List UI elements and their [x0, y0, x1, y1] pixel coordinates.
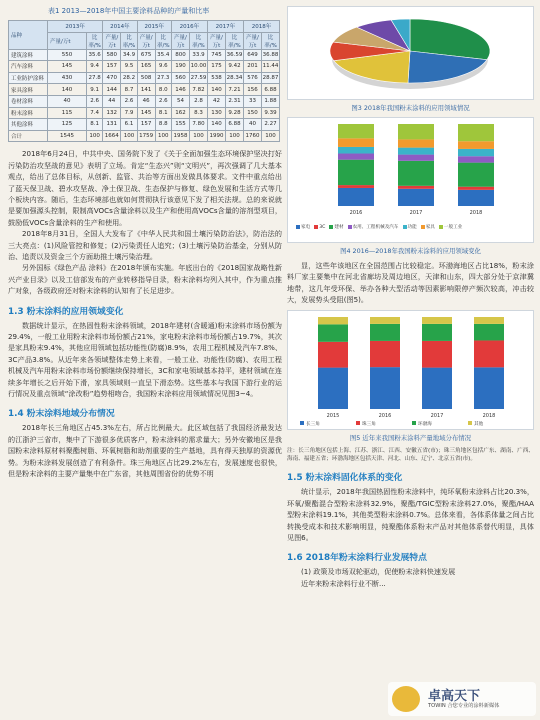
table-cell: 28.34 — [226, 72, 244, 84]
table-caption: 表1 2013—2018年中国主要涂料品种的产量和比率 — [48, 7, 210, 15]
legend-label: 其他 — [474, 421, 484, 427]
table-cell: 8.1 — [155, 107, 171, 119]
table-cell: 2.6 — [155, 95, 171, 107]
watermark-subtitle: TOWIN 合您专业的涂料新媒体 — [428, 703, 500, 709]
bar-segment — [398, 155, 434, 161]
table-cell: 2.6 — [121, 95, 137, 107]
col-subheader: 产量/万t — [243, 32, 261, 49]
table-cell: 6.88 — [226, 119, 244, 131]
legend-item: 3C — [314, 225, 325, 230]
table-row — [9, 130, 280, 142]
legend-swatch — [356, 421, 360, 425]
col-subheader: 产量/万t — [103, 32, 121, 49]
table-cell: 576 — [243, 72, 261, 84]
pie-chart — [288, 7, 533, 99]
section-heading-1-5: 1.5 粉末涂料固化体系的变化 — [287, 473, 403, 484]
bar-segment — [398, 161, 434, 186]
bar-segment — [398, 139, 434, 147]
table-cell: 8.7 — [121, 84, 137, 96]
table-cell: 1759 — [137, 130, 155, 142]
table-cell: 1545 — [48, 130, 87, 142]
col-subheader: 比率/% — [262, 32, 280, 49]
bar-segment — [422, 341, 452, 368]
table-cell: 1958 — [171, 130, 189, 142]
bar-segment — [458, 124, 494, 141]
stacked-bar-chart-4 — [288, 118, 533, 218]
table-cell: 54 — [171, 95, 189, 107]
table-cell: 9.42 — [226, 61, 244, 73]
table-cell: 1664 — [103, 130, 121, 142]
bar-segment — [458, 187, 494, 190]
col-subheader: 产量/万t — [171, 32, 189, 49]
legend-swatch — [300, 421, 304, 425]
production-table — [8, 20, 280, 142]
col-header-year: 2015年 — [137, 21, 171, 33]
table-cell: 800 — [171, 49, 189, 61]
table-cell: 9.5 — [121, 61, 137, 73]
table-cell: 2.27 — [262, 119, 280, 131]
bar-segment — [318, 324, 348, 341]
table-cell: 190 — [171, 61, 189, 73]
bar-segment — [458, 141, 494, 149]
table-row — [9, 61, 280, 73]
table-cell: 580 — [103, 49, 121, 61]
stacked-bar-chart-5 — [288, 311, 533, 429]
bar-segment — [458, 190, 494, 206]
table-cell: 36.88 — [262, 49, 280, 61]
table-cell: 8.1 — [87, 119, 103, 131]
table-cell: 100 — [155, 130, 171, 142]
bar-segment — [422, 317, 452, 324]
section-heading-1-4: 1.4 粉末涂料地域分布情况 — [8, 409, 115, 420]
table-cell: 745 — [207, 49, 225, 61]
bar-segment — [422, 367, 452, 408]
table-row — [9, 49, 280, 61]
col-subheader: 产量/万t — [48, 32, 87, 49]
table-cell: 6.1 — [121, 119, 137, 131]
legend-item: 功能 — [403, 225, 417, 230]
table-cell: 2.31 — [226, 95, 244, 107]
table-cell: 100 — [87, 130, 103, 142]
table-cell: 175 — [207, 61, 225, 73]
row-label: 粉末涂料 — [9, 107, 48, 119]
bar-segment — [458, 156, 494, 162]
table-cell: 550 — [48, 49, 87, 61]
section-heading-1-6: 1.6 2018年粉末涂料行业发展特点 — [287, 553, 427, 564]
table-cell: 140 — [207, 119, 225, 131]
col-subheader: 比率/% — [121, 32, 137, 49]
table-cell: 27.3 — [155, 72, 171, 84]
table-cell: 35.6 — [87, 49, 103, 61]
table-cell: 538 — [207, 72, 225, 84]
x-tick-label: 2016 — [378, 412, 392, 419]
legend-label: 长三角 — [306, 421, 320, 427]
bar-segment — [474, 340, 504, 367]
table-cell: 157 — [103, 61, 121, 73]
table-cell: 140 — [207, 84, 225, 96]
figure-3-caption: 图3 2018年我国粉末涂料的应用领域情况 — [351, 104, 470, 112]
bar-segment — [338, 154, 374, 160]
table-cell: 150 — [243, 107, 261, 119]
row-label: 合计 — [9, 130, 48, 142]
table-cell: 1760 — [243, 130, 261, 142]
table-cell: 9.1 — [87, 84, 103, 96]
table-cell: 141 — [137, 84, 155, 96]
curing-paragraph: 统计显示，2018年我国热固性粉末涂料中，纯环氧粉末涂料占比20.3%，环氧/聚酯混合型粉末涂料32.9%，聚酯/TGIC型粉末涂料27.0%，聚酯/HAA型粉末涂料19.1%，其他类型粉末涂料0.7%。总体来看，各体系体量之间占比转换受成本和技术影响明显，纯聚酯体系粉末产品对其他体系替代明显，具体见图6。 — [287, 487, 534, 543]
table-cell: 2.8 — [190, 95, 208, 107]
body-paragraph: 2018年8月31日，全国人大发布了《中华人民共和国土壤污染防治法》，防治法的三大亮点：(1)风险管控和修复；(2)污染责任人追究；(3)土壤污染防治基金，分别从防治、追责以及资金三个方面助推土壤污染治理。 — [8, 229, 282, 261]
table-cell: 28.2 — [121, 72, 137, 84]
table-cell: 100 — [226, 130, 244, 142]
body-paragraph: 另外国标《绿色产品 涂料》在2018年颁布实施。年底出台的《2018国家战略性新兴产业目录》以及工信部发布的产业转移指导目录，粉末涂料均列入其中，作为重点推广对象，各级政府还对粉末涂料的认知有了长足进步。 — [8, 263, 282, 296]
table-cell: 11.44 — [262, 61, 280, 73]
table-cell: 27.59 — [190, 72, 208, 84]
table-cell: 34.9 — [121, 49, 137, 61]
watermark-badge — [388, 682, 536, 716]
row-label: 工业防护涂料 — [9, 72, 48, 84]
table-cell: 36.59 — [226, 49, 244, 61]
table-cell: 649 — [243, 49, 261, 61]
col-subheader: 产量/万t — [137, 32, 155, 49]
table-row — [9, 107, 280, 119]
table-cell: 115 — [48, 107, 87, 119]
col-header-year: 2014年 — [103, 21, 137, 33]
table-cell: 100 — [262, 130, 280, 142]
bar-segment — [338, 138, 374, 147]
bar-segment — [422, 324, 452, 341]
table-cell: 40 — [48, 95, 87, 107]
x-tick-label: 2016 — [349, 210, 363, 216]
table-cell: 144 — [103, 84, 121, 96]
table-row — [9, 95, 280, 107]
table-cell: 33.9 — [190, 49, 208, 61]
table-cell: 7.80 — [190, 119, 208, 131]
bar-segment — [318, 341, 348, 367]
row-label: 家具涂料 — [9, 84, 48, 96]
table-cell: 9.39 — [262, 107, 280, 119]
table-cell: 100 — [190, 130, 208, 142]
bar-segment — [338, 124, 374, 138]
legend-item: 家电 — [296, 225, 310, 230]
bar-segment — [458, 163, 494, 187]
bar-segment — [338, 160, 374, 185]
bar-segment — [338, 185, 374, 188]
table-cell: 35.4 — [155, 49, 171, 61]
table-cell: 2.6 — [87, 95, 103, 107]
region-paragraphs — [8, 422, 282, 479]
bar-segment — [318, 367, 348, 408]
legend-item: 一般工业 — [439, 225, 462, 230]
table-cell: 155 — [171, 119, 189, 131]
application-paragraphs — [8, 320, 282, 400]
legend-swatch — [468, 421, 472, 425]
table-cell: 9.4 — [87, 61, 103, 73]
table-cell: 508 — [137, 72, 155, 84]
table-cell: 7.82 — [190, 84, 208, 96]
legend-label: 环渤海 — [418, 421, 432, 427]
section-heading-1-3: 1.3 粉末涂料的应用领域变化 — [8, 306, 124, 317]
legend-label: 珠三角 — [362, 421, 376, 427]
bar-segment — [474, 367, 504, 409]
table-row — [9, 119, 280, 131]
table-cell: 9.6 — [155, 61, 171, 73]
legend-item: 农用、工程机械及汽车 — [348, 225, 399, 230]
table-cell: 6.88 — [262, 84, 280, 96]
col-subheader: 比率/% — [190, 32, 208, 49]
table-row — [9, 84, 280, 96]
x-tick-label: 2018 — [469, 210, 483, 216]
bar-segment — [370, 367, 400, 409]
legend-swatch — [412, 421, 416, 425]
col-subheader: 产量/万t — [207, 32, 225, 49]
table-cell: 1.88 — [262, 95, 280, 107]
table-cell: 44 — [103, 95, 121, 107]
table-cell: 42 — [207, 95, 225, 107]
region-paragraph-continued: 显，这些年该地区在全国范围占比较稳定。环渤海地区占比18%，粉末涂料厂家主要集中在河北省廊坊及周边地区，天津和山东，四大部分处于京津冀地带，这几年受环保、举办各种大型活动等因素影响限停产频次较高，冲击较大，发展势头受阻(图5)。 — [287, 261, 534, 305]
table-cell: 145 — [48, 61, 87, 73]
table-cell: 125 — [48, 119, 87, 131]
table-cell: 165 — [137, 61, 155, 73]
table-cell: 157 — [137, 119, 155, 131]
watermark-title: 卓高天下 — [428, 689, 481, 704]
table-cell: 33 — [243, 95, 261, 107]
col-subheader: 比率/% — [226, 32, 244, 49]
table-cell: 46 — [137, 95, 155, 107]
bar-segment — [370, 324, 400, 341]
bar-segment — [398, 124, 434, 139]
table-cell: 28.87 — [262, 72, 280, 84]
bar-segment — [398, 189, 434, 206]
row-label: 其他涂料 — [9, 119, 48, 131]
table-cell: 201 — [243, 61, 261, 73]
table-cell: 146 — [171, 84, 189, 96]
row-label: 汽车涂料 — [9, 61, 48, 73]
bar-segment — [338, 188, 374, 206]
table-cell: 10.00 — [190, 61, 208, 73]
figure-5-note: 注：长三角地区包括上海、江苏、浙江、江西、安徽五省(市)；珠三角地区包括广东、湖南、广西、海南、福建五省；环渤海地区包括天津、河北、山东、辽宁、北京五省(市)。 — [287, 447, 534, 463]
bar-segment — [458, 149, 494, 156]
policy-driver-paragraph: (1) 政策及市场双轮驱动，促使粉末涂料快速发展 — [301, 567, 456, 577]
col-header-year: 2013年 — [48, 21, 103, 33]
table-cell: 430 — [48, 72, 87, 84]
policy-paragraphs — [8, 148, 282, 296]
right-column — [287, 6, 534, 589]
figure-4-legend — [296, 224, 528, 230]
bar-segment — [474, 324, 504, 341]
table-cell: 470 — [103, 72, 121, 84]
col-header-variety: 品种 — [9, 21, 48, 50]
x-tick-label: 2015 — [326, 412, 340, 419]
bar-segment — [318, 317, 348, 324]
bar-segment — [338, 147, 374, 154]
legend-item: 家具 — [421, 225, 435, 230]
table-cell: 7.21 — [226, 84, 244, 96]
table-cell: 140 — [48, 84, 87, 96]
table-cell: 1990 — [207, 130, 225, 142]
table-cell: 8.8 — [155, 119, 171, 131]
figure-4-caption: 图4 2016—2018年我国粉末涂料的应用领域变化 — [340, 247, 481, 255]
table-cell: 7.4 — [87, 107, 103, 119]
table-row — [9, 72, 280, 84]
table-cell: 132 — [103, 107, 121, 119]
left-column — [8, 6, 282, 480]
row-label: 建筑涂料 — [9, 49, 48, 61]
table-cell: 145 — [137, 107, 155, 119]
figure-3-pie — [287, 6, 534, 100]
col-header-year: 2018年 — [243, 21, 279, 33]
table-cell: 675 — [137, 49, 155, 61]
table-cell: 130 — [207, 107, 225, 119]
body-paragraph: 2018年长三角地区占45.3%左右，所占比例最大。此区域包括了我国经济最发达的江浙沪三省市，集中了下游很多优质客户，粉末涂料的需求量大；另外安徽地区是我国粉末涂料原材料聚酯树脂、环氧树脂和助剂重要的生产基地，具有得天独厚的资源优势。为粉末涂料发展创造了有利条件。珠三角地区占比29.2%左右，发展速度也很快，但是粉末涂料的主要产量集中在广东省，其他周围省份的优势不明 — [8, 423, 282, 479]
figure-4-stacked-bars — [287, 117, 534, 243]
bar-segment — [474, 317, 504, 324]
table-cell: 27.8 — [87, 72, 103, 84]
table-cell: 100 — [121, 130, 137, 142]
x-tick-label: 2017 — [430, 412, 444, 419]
col-subheader: 比率/% — [155, 32, 171, 49]
table-cell: 40 — [243, 119, 261, 131]
closing-paragraph: 近年来粉末涂料行业不断... — [301, 578, 386, 588]
figure-5-caption: 图5 近年来我国粉末涂料产量地域分布情况 — [349, 433, 472, 442]
table-cell: 560 — [171, 72, 189, 84]
legend-item: 建材 — [329, 225, 343, 230]
x-tick-label: 2018 — [482, 412, 496, 419]
table-cell: 7.9 — [121, 107, 137, 119]
bar-segment — [370, 341, 400, 367]
table-cell: 8.0 — [155, 84, 171, 96]
table-cell: 8.3 — [190, 107, 208, 119]
col-header-year: 2016年 — [171, 21, 207, 33]
bar-segment — [398, 186, 434, 189]
body-paragraph: 数据统计显示，在热固性粉末涂料领域，2018年建材(含暖通)粉末涂料市场份额为29.4%，一般工业用粉末涂料市场份额占21%，家电粉末涂料市场份额占19.7%，其次是家具粉末9.4%，其他应用领域包括功能性(防腐)8.9%，农用工程机械及汽车7.8%、3C产品3.8%。从近年来各领域整体走势上来看，一般工业、功能性(防腐)、农用工程机械及汽车用粉末涂料市场份额继续保持增长，3C和家电领域基本持平，建材领域在连续多年增长之后开始下滑，家具领域则一直呈下滑态势。这些基本与我国下游行业的运行情况及重点领域“涂改粉”趋势相吻合，我国粉末涂料应用领域情况见图3~4。 — [8, 320, 282, 399]
table-cell: 162 — [171, 107, 189, 119]
col-subheader: 比率/% — [87, 32, 103, 49]
bar-segment — [370, 317, 400, 324]
body-paragraph: 2018年6月24日，中共中央、国务院下发了《关于全面加强生态环境保护坚决打好污染防治攻坚战的意见》表明了立场。肯定“生态兴”则“文明兴”，再次强调了几大基本观点，给出了总体目标，从创新、监管、共治等方面出发做具体要求。文件中重点给出了蓝天保卫战、碧水攻坚战、净土保卫战、生态保护与修复、绿色发展和生活方式等几个板块内容。随后，生态环境部也就如何贯彻执行该意见下发了相关法规。总的来说就是要加强源头控制，限制高VOCs含量涂料以及生产和使用高VOCs含量的溶剂型项目，鼓励低VOCs含量涂料的生产和使用。 — [8, 149, 282, 227]
x-tick-label: 2017 — [409, 210, 423, 216]
table-cell: 156 — [243, 84, 261, 96]
row-label: 卷材涂料 — [9, 95, 48, 107]
towin-logo-icon — [392, 686, 420, 712]
bar-segment — [398, 148, 434, 155]
figure-5-stacked-bars — [287, 310, 534, 430]
table-cell: 131 — [103, 119, 121, 131]
col-header-year: 2017年 — [207, 21, 243, 33]
table-cell: 9.28 — [226, 107, 244, 119]
